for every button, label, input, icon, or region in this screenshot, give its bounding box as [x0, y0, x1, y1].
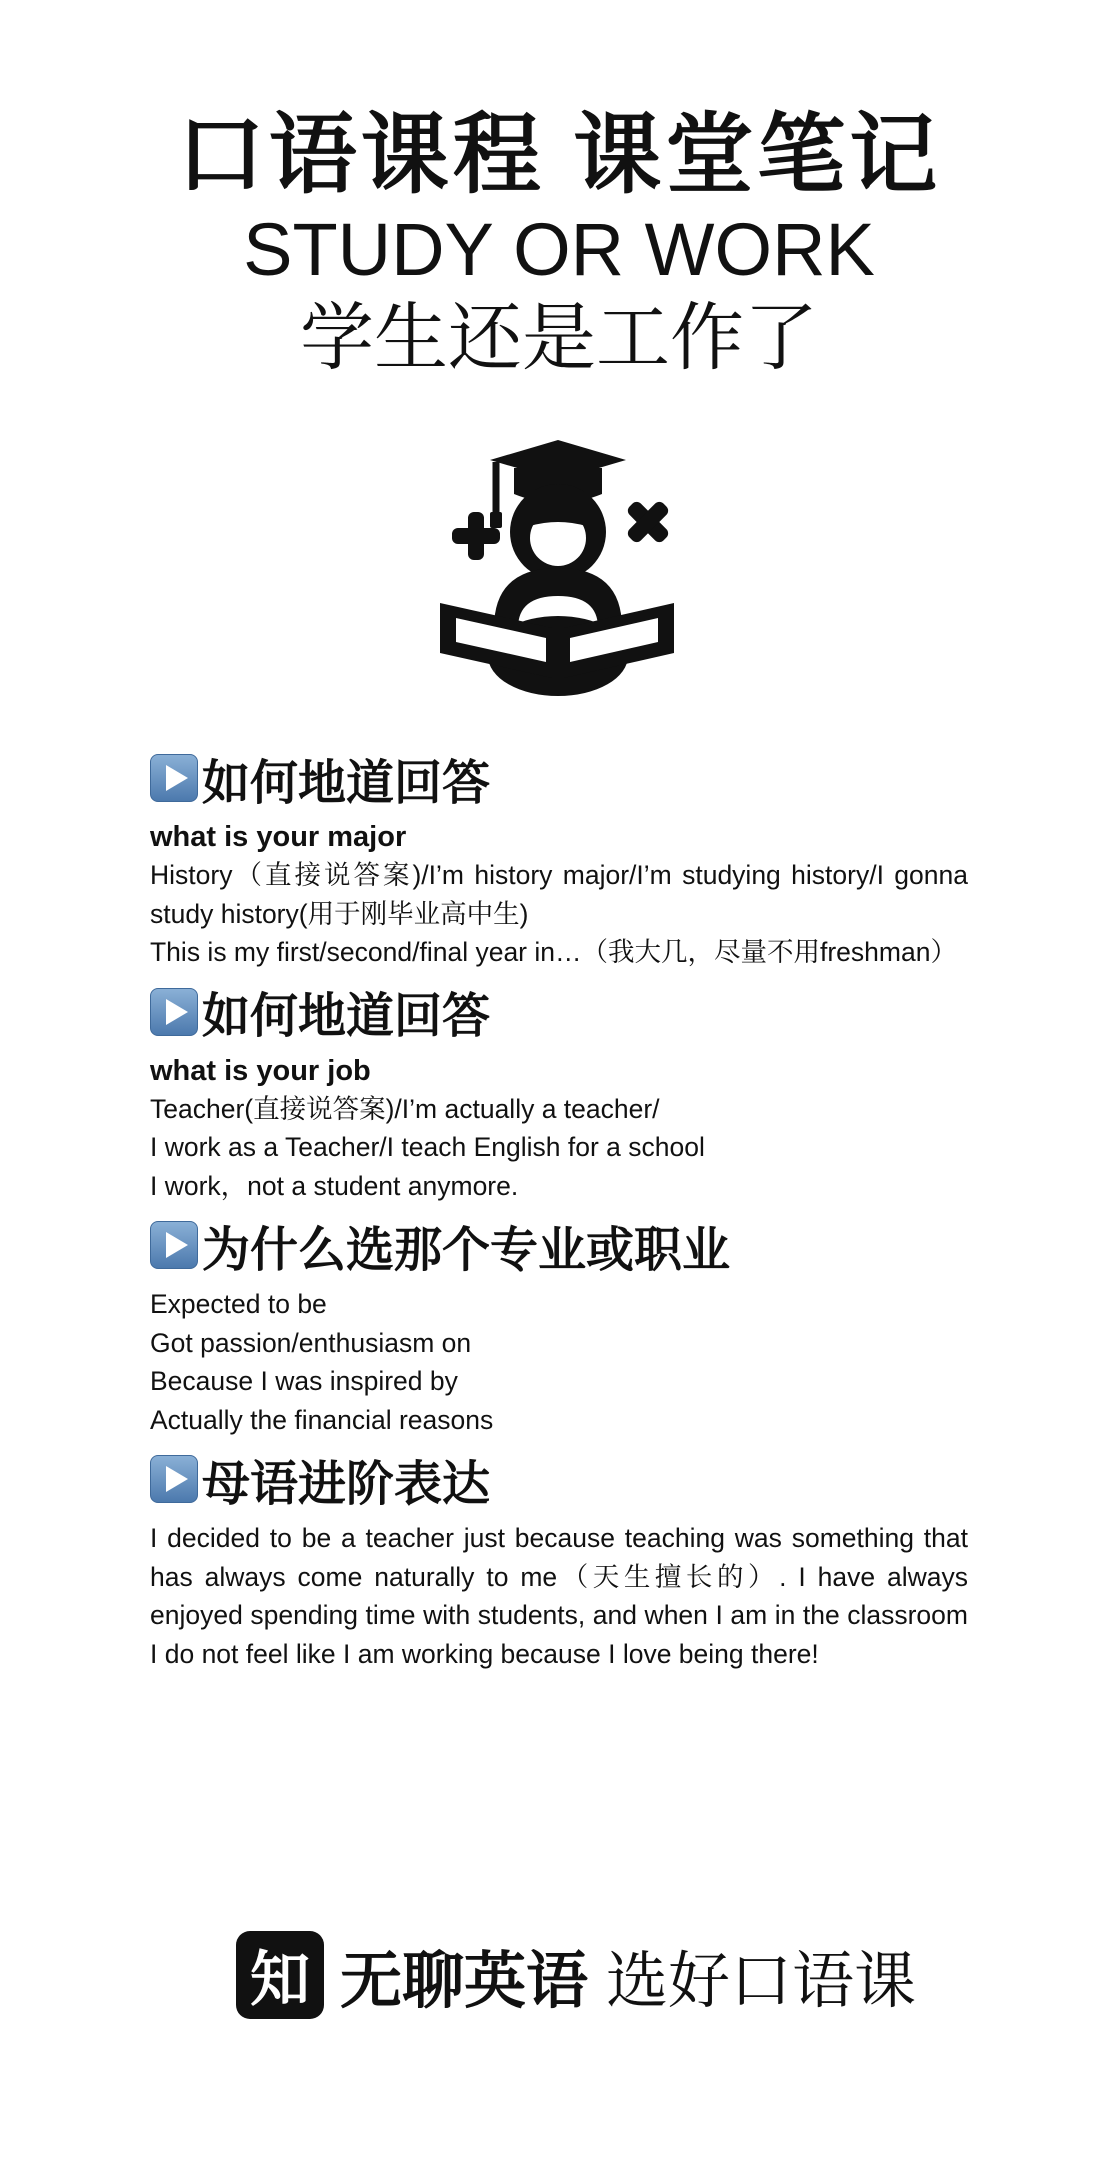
section-heading — [150, 1449, 968, 1509]
section-job — [150, 982, 968, 1206]
answer-line: Teacher(直接说答案)/I’m actually a teacher/ — [150, 1093, 660, 1124]
section-why — [150, 1215, 968, 1439]
brand-name: 无聊英语 — [340, 1946, 589, 2016]
page-title: 口语课程 课堂笔记 — [176, 105, 942, 204]
play-button-icon — [150, 1455, 198, 1503]
section-heading-text: 为什么选那个专业或职业 — [202, 1223, 731, 1277]
section-heading — [150, 748, 968, 808]
answer-line: I work，not a student anymore. — [150, 1170, 519, 1201]
answer-line: Actually the financial reasons — [150, 1404, 494, 1435]
subtitle-english: STUDY OR WORK — [243, 208, 875, 291]
section-heading-text: 母语进阶表达 — [202, 1457, 491, 1511]
answer-line: Expected to be — [150, 1289, 327, 1319]
section-heading-text: 如何地道回答 — [202, 756, 491, 810]
brand-slogan: 选好口语课 — [606, 1946, 917, 2016]
answer-line: Because I was inspired by — [150, 1366, 458, 1396]
answer-paragraph: This is my first/second/final year in…（我大几，尽量不用freshman） — [150, 937, 957, 967]
section-major — [150, 748, 968, 972]
zhihu-logo: 知 — [236, 1931, 324, 2019]
play-button-icon — [150, 1221, 198, 1269]
question-text: what is your major — [150, 821, 407, 853]
footer-brand-bar — [236, 1930, 916, 2020]
answer-paragraph: History（直接说答案)/I’m history major/I’m studying history/I gonna study history(用于刚毕业高中生) — [150, 860, 968, 929]
notes-content — [150, 748, 968, 1683]
graduate-student-reading-book-icon — [422, 428, 692, 698]
section-heading — [150, 982, 968, 1042]
question-text: what is your job — [150, 1054, 371, 1087]
section-native-expression — [150, 1449, 968, 1673]
section-heading-text: 如何地道回答 — [202, 990, 491, 1043]
play-button-icon — [150, 988, 198, 1036]
subtitle-chinese: 学生还是工作了 — [300, 296, 818, 379]
play-button-icon — [150, 754, 198, 802]
answer-paragraph: I decided to be a teacher just because teaching was something that has always come naturally to me（天生擅长的）. I have always enjoyed spending time with students, and when I am in the classroom I do not feel like I am working because I love being there! — [150, 1523, 968, 1669]
answer-line: I work as a Teacher/I teach English for a school — [150, 1132, 705, 1162]
section-heading — [150, 1215, 968, 1275]
answer-line: Got passion/enthusiasm on — [150, 1327, 472, 1358]
